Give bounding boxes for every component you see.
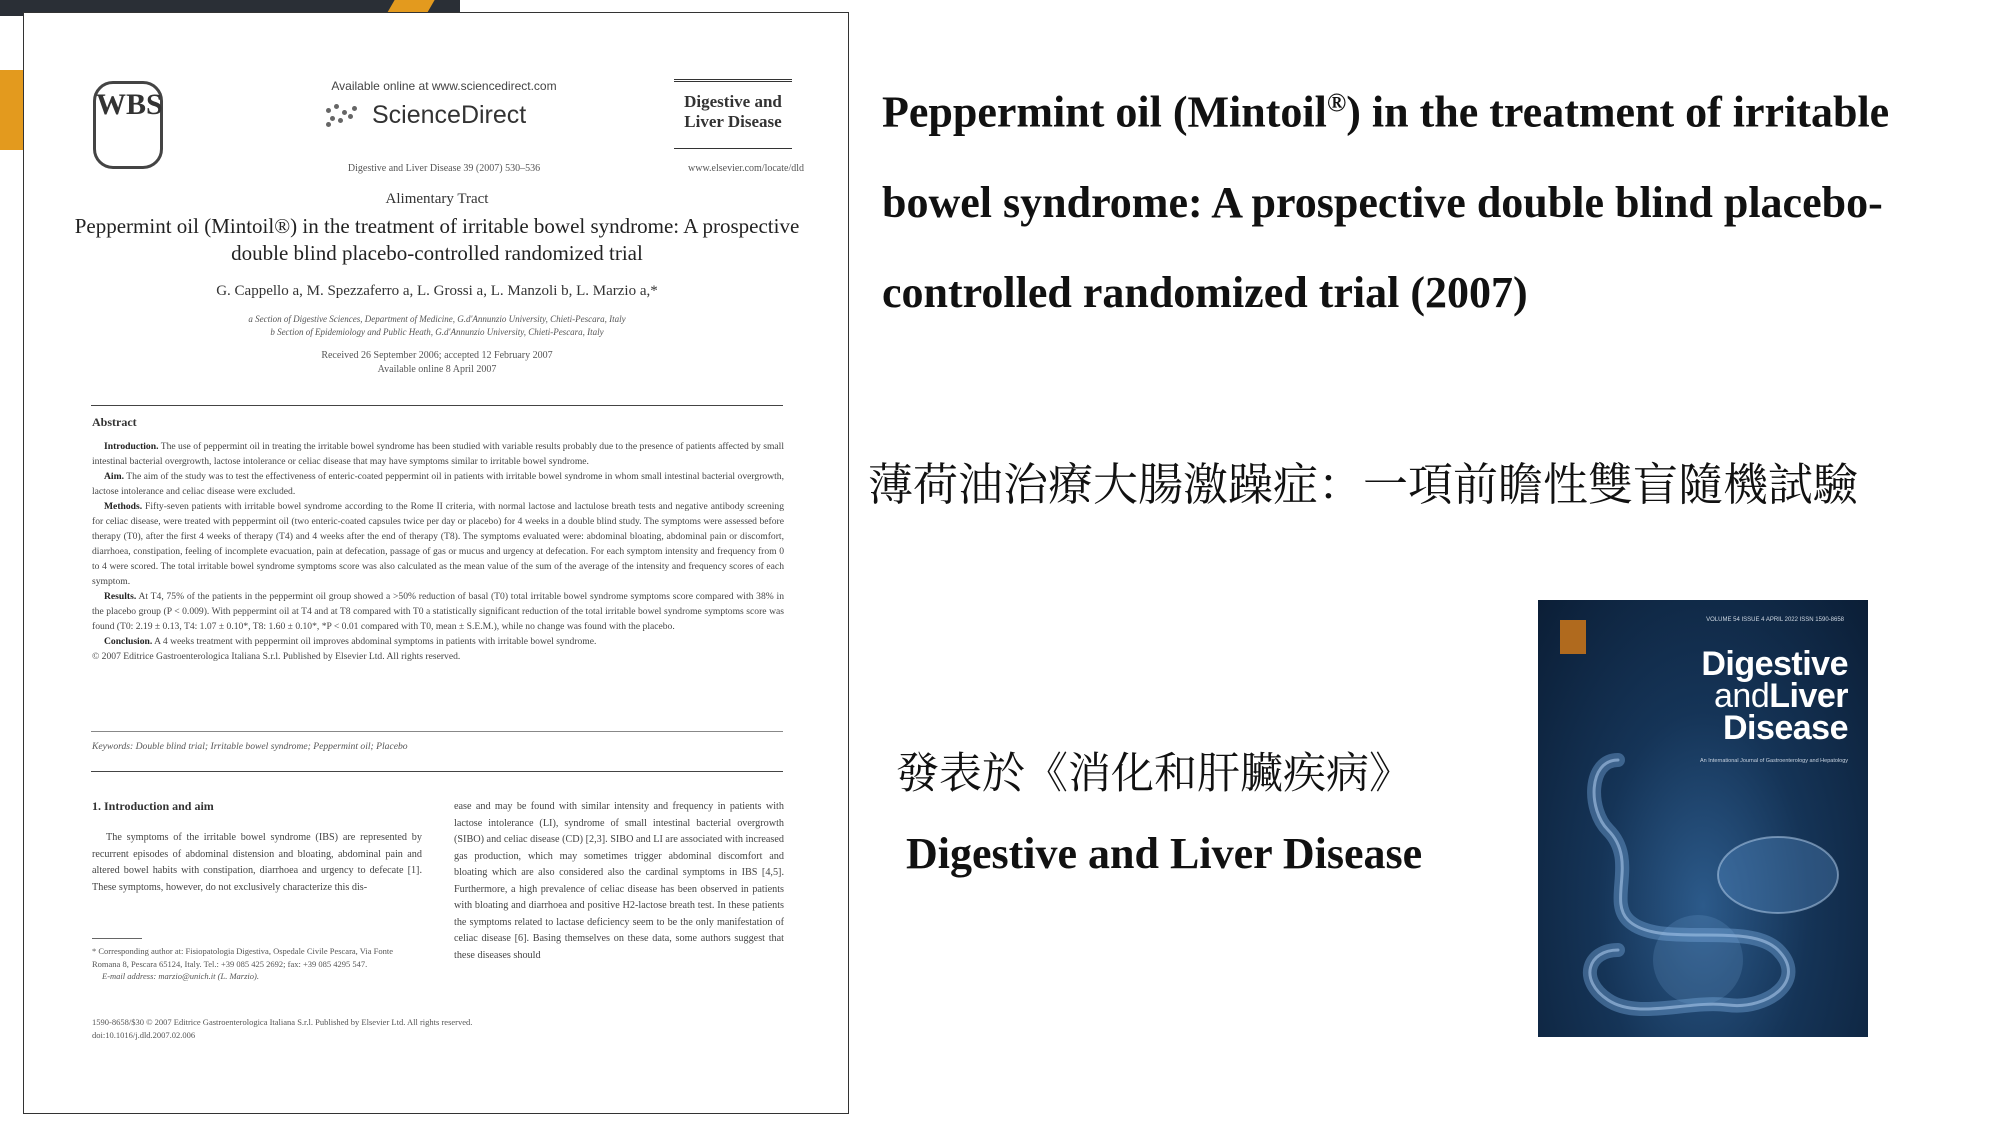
affiliation-b: b Section of Epidemiology and Public Heath, G.d'Annunzio University, Chieti-Pescara, Italy [270,327,604,337]
abstract-conclusion [92,634,784,649]
cover-title [1618,645,1848,747]
abstract-introduction [92,439,784,469]
background-orange-band [0,70,24,150]
footnote [92,945,422,983]
footnote-email: E-mail address: marzio@unich.it (L. Marzio). [102,971,259,981]
abstract-methods [92,499,784,589]
abstract-aim [92,469,784,499]
divider [91,405,783,406]
footnote-rule [92,938,142,939]
paper-authors: G. Cappello a, M. Spezzaferro a, L. Grossi a, L. Manzoli b, L. Marzio a,* [216,283,658,299]
published-in-chinese: 發表於《消化和肝臟疾病》 [896,749,1412,799]
sciencedirect-logo [324,101,584,130]
affiliation-a: a Section of Digestive Sciences, Department of Medicine, G.d'Annunzio University, Chieti-Pescara, Italy [248,314,626,324]
copyright-note [92,1016,784,1042]
wbs-logo [93,81,163,169]
available-online-text: Available online at www.sciencedirect.com [331,79,557,93]
intro-right-column: ease and may be found with similar intensity and frequency in patients with lactose intolerance (LI), syndrome of small intestinal bacterial overgrowth (SIBO) and celiac disease (CD) [2,3]. SIBO and LI are associated with increased gas production, which may sometimes trigger abdominal discomfort and bloating which are also considered also the cardinal symptoms in IBS [4,5]. Furthermore, a high prevalence of celiac disease has been observed in patients with bloating and diarrhoea and positive H2-lactose breath test. In these patients the symptoms related to lactase deficiency seem to be the only manifestation of celiac disease [6]. Basing themselves on these data, some authors suggest that these diseases should [454,801,784,961]
sciencedirect-label: ScienceDirect [372,101,527,129]
intro-left-column: The symptoms of the irritable bowel syndrome (IBS) are represented by recurrent episodes of abdominal distension and bloating, abdominal pain and altered bowel habits with constipation, diarrhoea and urgency to defecate [1]. These symptoms, however, do not exclusively characterize this dis- [92,832,422,893]
section-label: Alimentary Tract [385,191,489,207]
published-in-english: Digestive and Liver Disease [906,829,1423,878]
divider [91,731,783,732]
cover-title-line3: Disease [1722,709,1848,747]
registered-mark: ® [1326,88,1347,117]
abstract-results [92,589,784,634]
slide-title-chinese: 薄荷油治療大腸激躁症：一項前瞻性雙盲隨機試驗 [868,458,1859,511]
abstract-results-text: At T4, 75% of the patients in the peppermint oil group showed a >50% reduction of basal (T0) total irritable bowel syndrome symptoms score compared with 38% in the placebo group (P < 0.009). With peppermint oil at T4 and at T8 compared with T0 a statistically significant reduction of the total irritable bowel syndrome symptoms score was found (T0: 2.19 ± 0.13, T4: 1.07 ± 0.10*, T8: 1.60 ± 0.10*, *P < 0.01 compared with T0, mean ± S.E.M.), while no change was found with the placebo. [92,591,784,632]
abstract-methods-label: Methods. [104,501,143,512]
abstract-conclusion-label: Conclusion. [104,636,153,647]
journal-url: www.elsevier.com/locate/dld [688,163,804,174]
journal-cover-image [1538,600,1868,1037]
available-date: Available online 8 April 2007 [377,364,497,375]
abstract-intro-label: Introduction. [104,441,159,452]
digestive-organs-illustration [1548,750,1858,1035]
cover-meta: VOLUME 54 ISSUE 4 APRIL 2022 ISSN 1590-8658 [1706,617,1844,623]
cover-title-and: and [1714,677,1770,715]
logo-text: WBS [96,88,163,121]
abstract-aim-label: Aim. [104,471,124,482]
elsevier-logo [1560,620,1586,654]
received-date: Received 26 September 2006; accepted 12 February 2007 [321,350,553,361]
abstract-methods-text: Fifty-seven patients with irritable bowel syndrome according to the Rome II criteria, with normal lactose and lactulose breath tests and negative antibody screening for celiac disease, were treated with peppermint oil (two enteric-coated capsules twice per day or placebo) for 4 weeks in a double blind study. The symptoms were assessed before therapy (T0), after the first 4 weeks of therapy (T4) and 4 weeks after the end of therapy (T8). The symptoms evaluated were: abdominal bloating, abdominal pain or discomfort, diarrhoea, constipation, feeling of incomplete evacuation, pain at defecation, passage of gas or mucus and urgency at defecation. For each symptom intensity and frequency from 0 to 4 were scored. The total irritable bowel syndrome symptoms score was also calculated as the mean value of the sum of the average of the intensity and frequency scores of each symptom. [92,501,784,587]
abstract-body [92,439,784,664]
paper-title: Peppermint oil (Mintoil®) in the treatment of irritable bowel syndrome: A prospective double blind placebo-controlled randomized trial [74,214,800,265]
sciencedirect-dots-icon [324,104,364,128]
title-part1: Peppermint oil (Mintoil [882,87,1327,137]
copyright-line: 1590-8658/$30 © 2007 Editrice Gastroenterologica Italiana S.r.l. Published by Elsevier Ltd. All rights reserved. [92,1017,473,1027]
abstract-results-label: Results. [104,591,137,602]
journal-reference: Digestive and Liver Disease 39 (2007) 530–536 [347,163,541,174]
cover-title-liver: Liver [1769,677,1848,715]
slide-title-english [882,58,1982,338]
abstract-heading: Abstract [92,415,137,429]
footnote-text: * Corresponding author at: Fisiopatologia Digestiva, Ospedale Civile Pescara, Via Fonte Romana 8, Pescara 65124, Italy. Tel.: +39 085 425 2692; fax: +39 085 4295 547. [92,946,394,969]
glow [1653,915,1743,1005]
paper-keywords: Keywords: Double blind trial; Irritable bowel syndrome; Peppermint oil; Placebo [92,741,408,752]
paper-affiliations [64,313,810,339]
abstract-intro-text: The use of peppermint oil in treating the irritable bowel syndrome has been studied with variable results probably due to the presence of patients affected by small intestinal bacterial overgrowth, lactose intolerance or celiac disease that may have symptoms similar to irritable bowel syndrome. [92,441,784,467]
paper-page-image [23,12,849,1114]
divider [91,771,783,772]
title-part2: ) in the treatment of irritable bowel syndrome: A prospective double blind placebo-controlled randomized trial (2007) [882,87,1890,317]
paper-dates [64,349,810,377]
abstract-aim-text: The aim of the study was to test the effectiveness of enteric-coated peppermint oil in patients with irritable bowel syndrome in whom small intestinal bacterial overgrowth, lactose intolerance and celiac disease were excluded. [92,471,784,497]
intro-heading: 1. Introduction and aim [92,799,214,813]
cover-subtitle: An International Journal of Gastroenterology and Hepatology [1700,758,1848,764]
journal-masthead: Digestive and Liver Disease [674,79,792,149]
abstract-conclusion-text: A 4 weeks treatment with peppermint oil improves abdominal symptoms in patients with irritable bowel syndrome. [154,636,597,647]
doi-line: doi:10.1016/j.dld.2007.02.006 [92,1030,196,1040]
abstract-copyright: © 2007 Editrice Gastroenterologica Italiana S.r.l. Published by Elsevier Ltd. All rights reserved. [92,651,461,662]
cover-title-line1: Digestive [1701,645,1848,683]
